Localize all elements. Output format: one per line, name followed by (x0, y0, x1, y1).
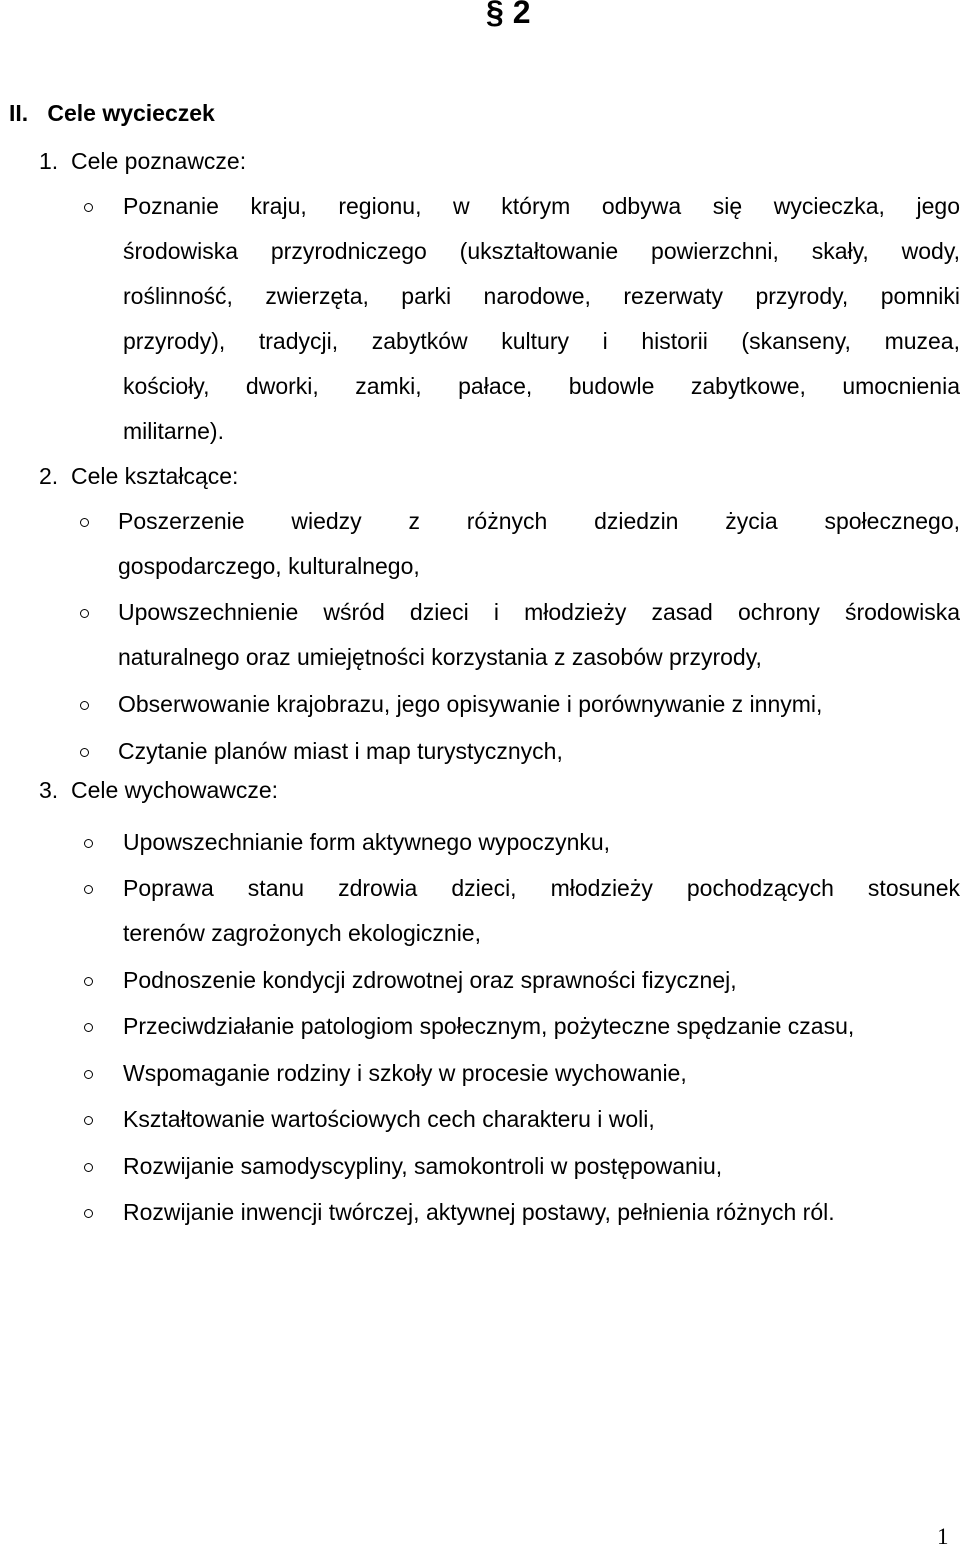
list-item-line: Kształtowanie wartościowych cech charakteru i woli, (123, 1106, 655, 1132)
bullet-icon (84, 1070, 93, 1079)
list-item (118, 682, 960, 727)
list-item-line: naturalnego oraz umiejętności korzystania z zasobów przyrody, (118, 644, 762, 670)
list-item-line: Poprawa stanu zdrowia dzieci, młodzieży pochodzących stosunek (123, 875, 960, 901)
list-item (123, 1097, 960, 1142)
list-item (123, 184, 960, 454)
bullet-icon (80, 609, 89, 618)
list-item-line: przyrody), tradycji, zabytków kultury i historii (skanseny, muzea, (123, 328, 960, 354)
list-item (123, 1051, 960, 1096)
list-item-line: Rozwijanie inwencji twórczej, aktywnej postawy, pełnienia różnych ról. (123, 1199, 835, 1225)
list-item (123, 1190, 960, 1235)
list-item-line: Rozwijanie samodyscypliny, samokontroli w postępowaniu, (123, 1153, 723, 1179)
list-item-line: Wspomaganie rodziny i szkoły w procesie wychowanie, (123, 1060, 687, 1086)
bullet-icon (84, 203, 93, 212)
list-item-line: Czytanie planów miast i map turystycznych, (118, 738, 563, 764)
list-item-line: gospodarczego, kulturalnego, (118, 553, 420, 579)
group-heading-3: 3. Cele wychowawcze: (39, 777, 279, 803)
group-heading-1: 1. Cele poznawcze: (39, 148, 247, 174)
list-item (123, 1004, 960, 1049)
list-item-line: Poszerzenie wiedzy z różnych dziedzin życia społecznego, (118, 508, 960, 534)
list-item-line: Poznanie kraju, regionu, w którym odbywa się wycieczka, jego (123, 193, 960, 219)
list-item-line: Upowszechnienie wśród dzieci i młodzieży zasad ochrony środowiska (118, 599, 960, 625)
list-item (123, 1144, 960, 1189)
bullet-icon (84, 885, 93, 894)
list-item-line: roślinność, zwierzęta, parki narodowe, rezerwaty przyrody, pomniki (123, 283, 960, 309)
list-item (123, 958, 960, 1003)
list-item (123, 820, 960, 865)
bullet-icon (80, 701, 89, 710)
bullet-icon (84, 1023, 93, 1032)
bullet-icon (84, 1116, 93, 1125)
group-heading-2: 2. Cele kształcące: (39, 463, 239, 489)
bullet-icon (80, 748, 89, 757)
list-item-line: Obserwowanie krajobrazu, jego opisywanie i porównywanie z innymi, (118, 691, 823, 717)
section-title: II. Cele wycieczek (9, 100, 215, 126)
list-item-line: środowiska przyrodniczego (ukształtowanie powierzchni, skały, wody, (123, 238, 960, 264)
bullet-icon (84, 977, 93, 986)
list-item-line: kościoły, dworki, zamki, pałace, budowle zabytkowe, umocnienia (123, 373, 960, 399)
list-item (118, 499, 960, 589)
list-item (123, 866, 960, 956)
bullet-icon (84, 1209, 93, 1218)
list-item-line: Upowszechnianie form aktywnego wypoczynku, (123, 829, 611, 855)
bullet-icon (80, 518, 89, 527)
section-mark: § 2 (486, 0, 531, 30)
list-item-line: terenów zagrożonych ekologicznie, (123, 920, 481, 946)
list-item-line: militarne). (123, 418, 224, 444)
list-item (118, 729, 960, 774)
list-item-line: Przeciwdziałanie patologiom społecznym, pożyteczne spędzanie czasu, (123, 1013, 855, 1039)
page-number: 1 (937, 1524, 949, 1549)
list-item (118, 590, 960, 680)
bullet-icon (84, 1163, 93, 1172)
bullet-icon (84, 839, 93, 848)
list-item-line: Podnoszenie kondycji zdrowotnej oraz sprawności fizycznej, (123, 967, 737, 993)
